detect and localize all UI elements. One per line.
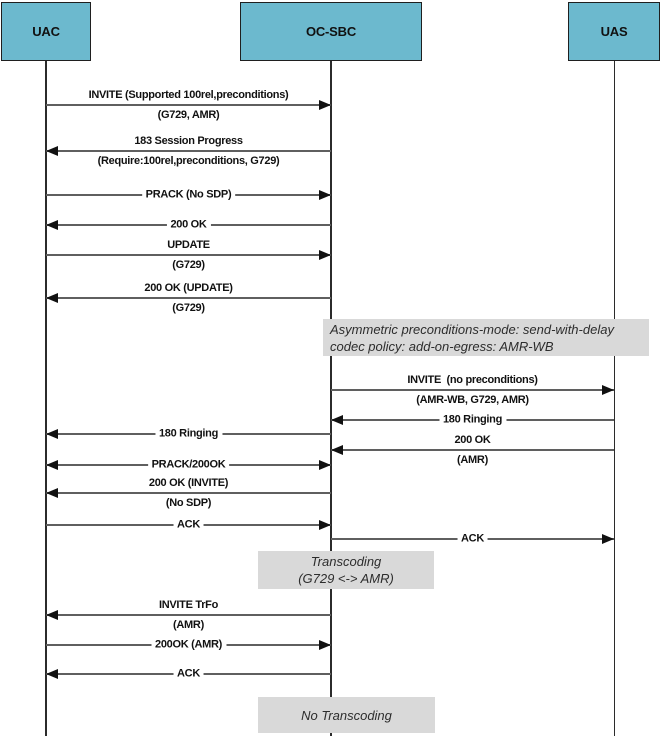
message-label: 200 OK (UPDATE) <box>144 282 233 294</box>
message-line <box>331 389 614 391</box>
arrowhead-left <box>46 488 58 498</box>
arrowhead-right <box>602 385 614 395</box>
policy-note <box>323 319 649 356</box>
message-label: (AMR-WB, G729, AMR) <box>416 394 529 406</box>
actor-uas-label: UAS <box>600 24 628 39</box>
lifeline-uac <box>45 61 47 736</box>
message-label: INVITE TrFo <box>158 599 219 611</box>
arrowhead-left <box>46 220 58 230</box>
arrowhead-right <box>319 520 331 530</box>
message-line <box>46 104 331 106</box>
message-line <box>46 614 331 616</box>
message-label: (AMR) <box>173 619 204 631</box>
message-label: 200 OK <box>454 434 491 446</box>
arrowhead-right <box>319 190 331 200</box>
actor-uac <box>1 2 91 61</box>
note-text: Asymmetric preconditions-mode: send-with-delay <box>330 321 614 337</box>
message-label: (Require:100rel,preconditions, G729) <box>97 155 280 167</box>
message-label: PRACK/200OK <box>148 459 230 472</box>
arrowhead-left <box>46 669 58 679</box>
note-text: (G729 <-> AMR) <box>298 571 394 586</box>
note-text: No Transcoding <box>301 707 392 723</box>
arrowhead-left <box>46 610 58 620</box>
message-line <box>46 150 331 152</box>
message-label: (AMR) <box>457 454 488 466</box>
lifeline-uas <box>614 61 616 736</box>
arrowhead-left <box>331 415 343 425</box>
message-label: 200OK (AMR) <box>151 639 226 652</box>
message-line <box>46 492 331 494</box>
note-text: codec policy: add-on-egress: AMR-WB <box>330 338 554 354</box>
message-label: (G729) <box>172 259 205 271</box>
message-label: 183 Session Progress <box>134 135 243 147</box>
arrowhead-left <box>46 293 58 303</box>
no-transcoding-note <box>258 697 435 733</box>
message-label: 200 OK <box>166 219 210 232</box>
message-label: 200 OK (INVITE) <box>148 477 229 489</box>
message-label: ACK <box>457 533 488 546</box>
arrowhead-right <box>319 640 331 650</box>
arrowhead-right <box>602 534 614 544</box>
actor-uac-label: UAC <box>32 24 60 39</box>
transcoding-note <box>258 551 434 589</box>
arrowhead-left <box>331 445 343 455</box>
note-text: Transcoding <box>310 554 382 569</box>
message-line <box>46 254 331 256</box>
arrowhead-right <box>319 460 331 470</box>
message-label: UPDATE <box>167 239 210 251</box>
arrowhead-left <box>46 146 58 156</box>
message-line <box>46 297 331 299</box>
message-label: INVITE (Supported 100rel,preconditions) <box>88 89 289 101</box>
arrowhead-right <box>319 250 331 260</box>
message-label: 180 Ringing <box>439 414 506 427</box>
message-label: ACK <box>173 668 204 681</box>
arrowhead-left <box>46 460 58 470</box>
message-label: INVITE (no preconditions) <box>407 374 538 386</box>
lifeline-oc-sbc <box>330 61 332 736</box>
message-label: ACK <box>173 519 204 532</box>
actor-oc-sbc <box>240 2 422 61</box>
arrowhead-right <box>319 100 331 110</box>
message-label: (G729) <box>172 302 205 314</box>
message-label: PRACK (No SDP) <box>142 189 236 202</box>
message-line <box>331 449 614 451</box>
actor-uas <box>568 2 660 61</box>
arrowhead-left <box>46 429 58 439</box>
message-label: 180 Ringing <box>155 428 222 441</box>
actor-oc-sbc-label: OC-SBC <box>305 24 357 39</box>
message-label: (G729, AMR) <box>157 109 220 121</box>
message-label: (No SDP) <box>165 497 212 509</box>
